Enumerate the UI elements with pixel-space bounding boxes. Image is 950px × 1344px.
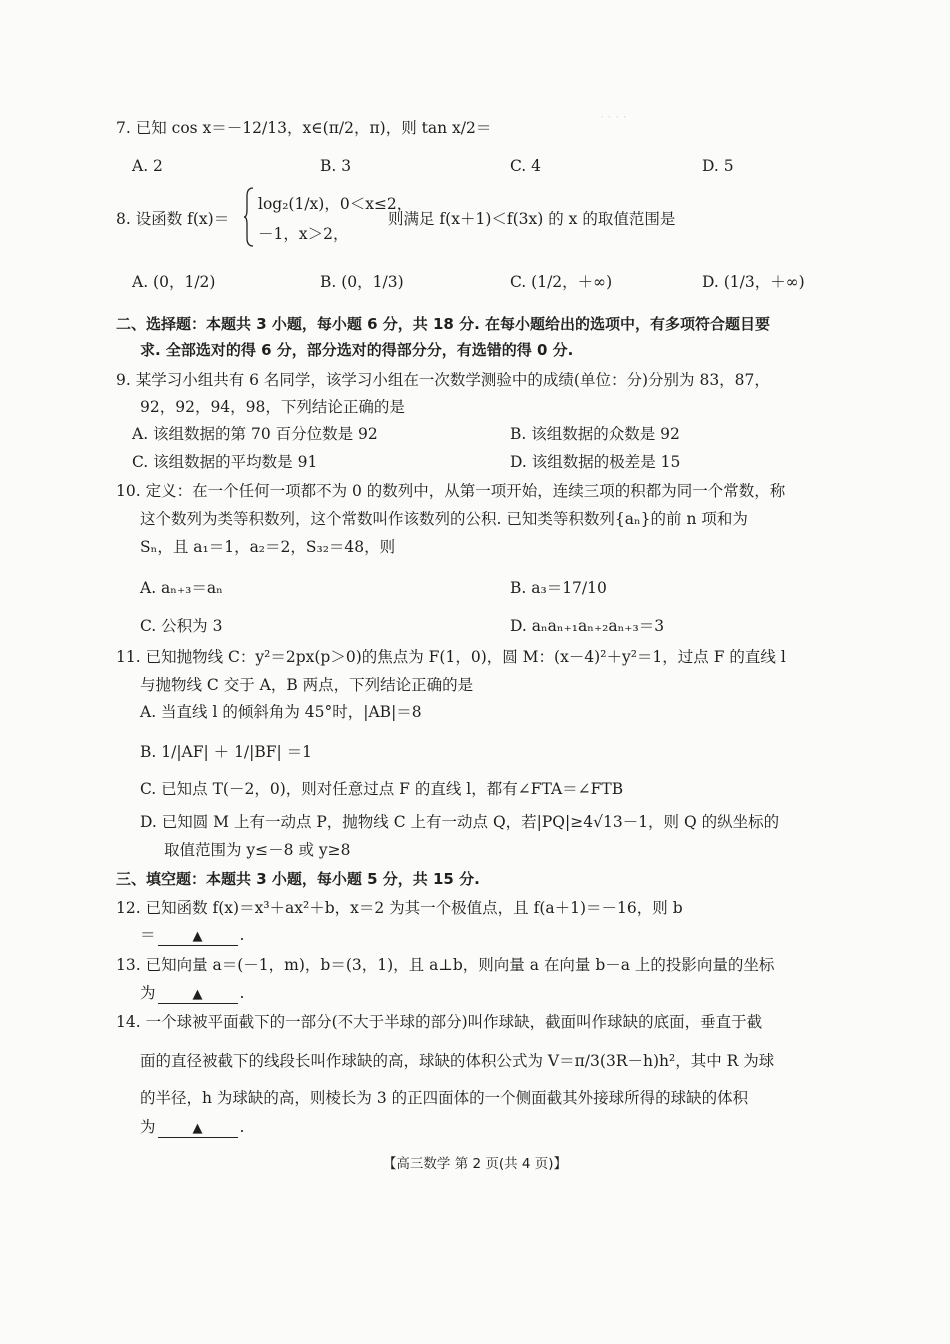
- q8-stem-b: 则满足 f(x＋1)＜f(3x) 的 x 的取值范围是: [388, 210, 676, 228]
- q9-line1: 9. 某学习小组共有 6 名同学，该学习小组在一次数学测验中的成绩(单位：分)分别为 83，87，: [116, 371, 770, 389]
- page-footer: 【高三数学 第 2 页(共 4 页)】: [382, 1156, 568, 1172]
- q7-option-b: B. 3: [320, 157, 352, 175]
- q10-line1: 10. 定义：在一个任何一项都不为 0 的数列中，从第一项开始，连续三项的积都为同一个常数，称: [116, 482, 786, 500]
- q13-prefix: 为: [140, 984, 156, 1002]
- q12-line1: 12. 已知函数 f(x)＝x³＋ax²＋b，x＝2 为其一个极值点，且 f(a＋1)＝－16，则 b: [116, 899, 683, 917]
- q9-option-a: A. 该组数据的第 70 百分位数是 92: [132, 425, 378, 443]
- section3-heading: 三、填空题：本题共 3 小题，每小题 5 分，共 15 分.: [116, 870, 480, 888]
- triangle-icon: ▲: [192, 929, 203, 944]
- section2-heading-line1: 二、选择题：本题共 3 小题，每小题 6 分，共 18 分. 在每小题给出的选项中，有多项符合题目要: [116, 315, 771, 333]
- q8-piece-1: log₂(1/x)，0＜x≤2，: [258, 195, 413, 213]
- triangle-icon: ▲: [192, 987, 203, 1002]
- q8-option-b: B. (0，1/3): [320, 273, 404, 291]
- q10-option-d: D. aₙaₙ₊₁aₙ₊₂aₙ₊₃＝3: [510, 617, 665, 635]
- q14-line1: 14. 一个球被平面截下的一部分(不大于半球的部分)叫作球缺，截面叫作球缺的底面，垂直于截: [116, 1013, 763, 1031]
- q8-option-d: D. (1/3，＋∞): [702, 273, 805, 291]
- q12-line2: ＝ ▲ .: [140, 926, 245, 944]
- q10-line3: Sₙ，且 a₁＝1，a₂＝2，S₃₂＝48，则: [140, 538, 396, 556]
- q13-line2: 为 ▲ .: [140, 984, 245, 1002]
- q8-brace: [243, 186, 255, 248]
- q13-line1: 13. 已知向量 a＝(－1，m)，b＝(3，1)，且 a⊥b，则向量 a 在向量 b－a 上的投影向量的坐标: [116, 956, 775, 974]
- q9-line2: 92，92，94，98，下列结论正确的是: [140, 398, 405, 416]
- q10-option-c: C. 公积为 3: [140, 617, 223, 635]
- q11-option-d-line2: 取值范围为 y≤－8 或 y≥8: [164, 841, 351, 859]
- q10-option-b: B. a₃＝17/10: [510, 579, 607, 597]
- q11-option-a: A. 当直线 l 的倾斜角为 45°时，|AB|＝8: [140, 703, 422, 721]
- bleed-through: · · · ·: [600, 110, 627, 124]
- q9-option-c: C. 该组数据的平均数是 91: [132, 453, 318, 471]
- q14-answer-blank: [158, 1119, 238, 1138]
- q7-option-c: C. 4: [510, 157, 542, 175]
- q8-option-c: C. (1/2，＋∞): [510, 273, 613, 291]
- q11-option-b: B. 1/|AF| ＋ 1/|BF| ＝1: [140, 743, 313, 761]
- q8-piece-2: －1，x＞2，: [258, 225, 349, 243]
- q10-option-a: A. aₙ₊₃＝aₙ: [140, 579, 223, 597]
- triangle-icon: ▲: [192, 1121, 203, 1136]
- q12-answer-blank: [158, 927, 238, 946]
- q14-prefix: 为: [140, 1118, 156, 1136]
- q10-line2: 这个数列为类等积数列，这个常数叫作该数列的公积. 已知类等积数列{aₙ}的前 n 项和为: [140, 510, 748, 528]
- q14-line3: 的半径，h 为球缺的高，则棱长为 3 的正四面体的一个侧面截其外接球所得的球缺的体积: [140, 1089, 749, 1107]
- q9-option-d: D. 该组数据的极差是 15: [510, 453, 681, 471]
- q7-option-a: A. 2: [132, 157, 163, 175]
- q9-option-b: B. 该组数据的众数是 92: [510, 425, 680, 443]
- q8-option-a: A. (0，1/2): [132, 273, 216, 291]
- q14-line2: 面的直径被截下的线段长叫作球缺的高，球缺的体积公式为 V＝π/3(3R－h)h²，其中 R 为球: [140, 1052, 775, 1070]
- q11-line1: 11. 已知抛物线 C：y²＝2px(p＞0)的焦点为 F(1，0)，圆 M：(x－4)²＋y²＝1，过点 F 的直线 l: [116, 648, 786, 666]
- q11-option-d-line1: D. 已知圆 M 上有一动点 P，抛物线 C 上有一动点 Q，若|PQ|≥4√13－1，则 Q 的纵坐标的: [140, 813, 780, 831]
- q12-equals: ＝: [140, 926, 156, 944]
- q7-option-d: D. 5: [702, 157, 734, 175]
- q8-stem-a: 8. 设函数 f(x)＝: [116, 210, 230, 228]
- q14-line4: 为 ▲ .: [140, 1118, 245, 1136]
- q11-line2: 与抛物线 C 交于 A，B 两点，下列结论正确的是: [140, 676, 474, 694]
- q11-option-c: C. 已知点 T(－2，0)，则对任意过点 F 的直线 l，都有∠FTA＝∠FTB: [140, 780, 624, 798]
- section2-heading-line2: 求. 全部选对的得 6 分，部分选对的得部分分，有选错的得 0 分.: [140, 341, 574, 359]
- q13-answer-blank: [158, 985, 238, 1004]
- q7-stem: 7. 已知 cos x＝－12/13，x∈(π/2，π)，则 tan x/2＝: [116, 119, 492, 137]
